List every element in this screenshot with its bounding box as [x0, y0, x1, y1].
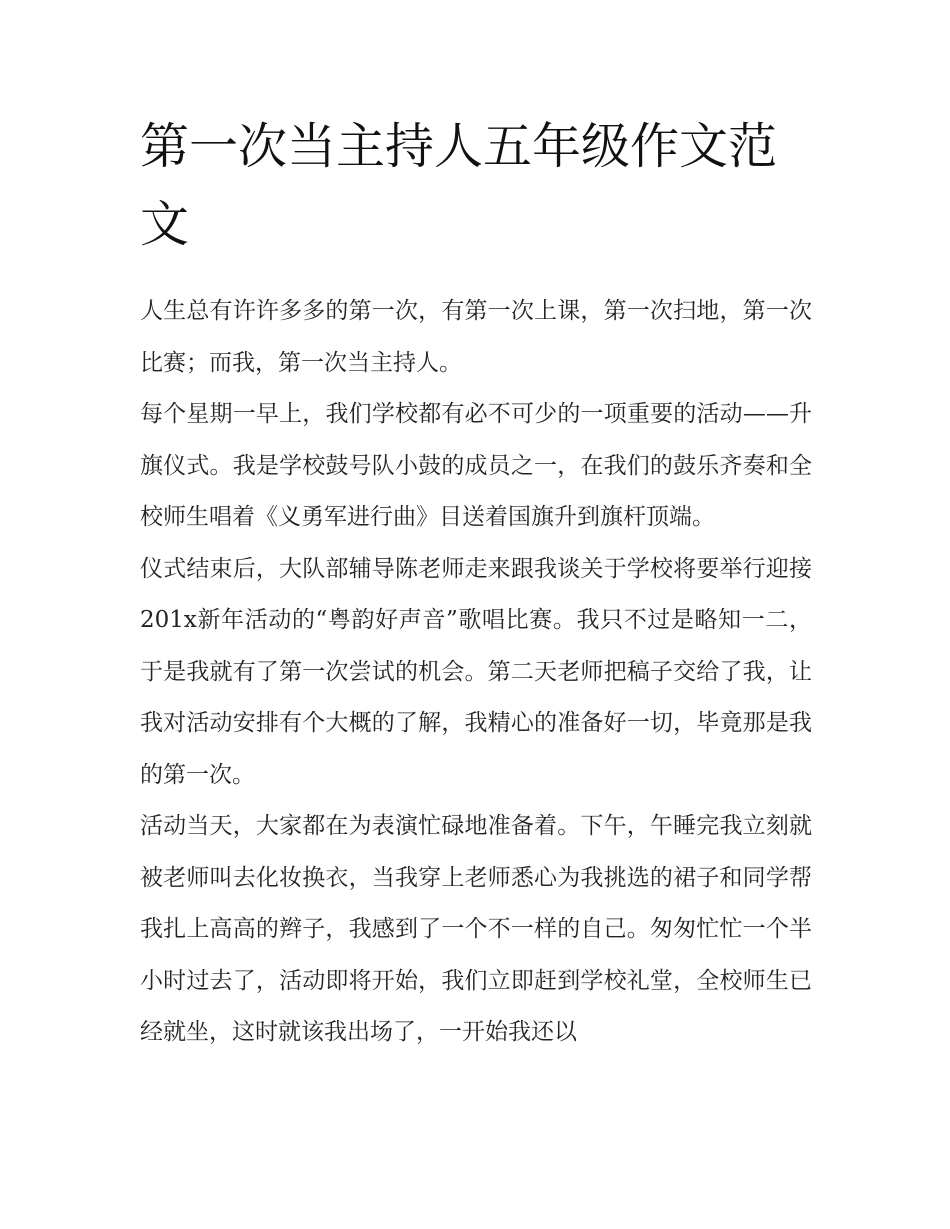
document-content: [140, 108, 812, 1059]
paragraph: 活动当天，大家都在为表演忙碌地准备着。下午，午睡完我立刻就被老师叫去化妆换衣，当我穿上老师悉心为我挑选的裙子和同学帮我扎上高高的辫子，我感到了一个不一样的自己。匆匆忙忙一个半小时过去了，活动即将开始，我们立即赶到学校礼堂，全校师生已经就坐，这时就该我出场了，一开始我还以: [140, 813, 812, 1045]
paragraph: 仪式结束后，大队部辅导陈老师走来跟我谈关于学校将要举行迎接201x新年活动的“粤韵好声音”歌唱比赛。我只不过是略知一二，于是我就有了第一次尝试的机会。第二天老师把稿子交给了我，让我对活动安排有个大概的了解，我精心的准备好一切，毕竟那是我的第一次。: [140, 555, 812, 788]
document-body: [140, 286, 812, 1059]
document-title: 第一次当主持人五年级作文范文: [140, 118, 778, 253]
paragraph: 人生总有许许多多的第一次，有第一次上课，第一次扫地，第一次比赛；而我，第一次当主持人。: [140, 298, 812, 376]
paragraph: 每个星期一早上，我们学校都有必不可少的一项重要的活动——升旗仪式。我是学校鼓号队小鼓的成员之一，在我们的鼓乐齐奏和全校师生唱着《义勇军进行曲》目送着国旗升到旗杆顶端。: [140, 401, 812, 530]
